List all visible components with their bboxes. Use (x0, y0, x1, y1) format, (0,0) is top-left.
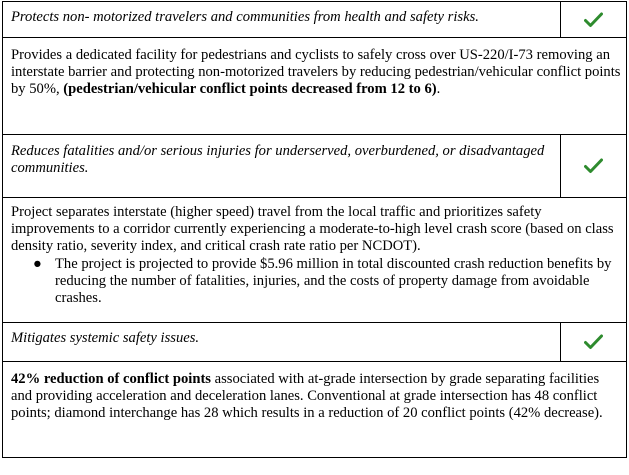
criterion-row (3, 135, 627, 198)
criterion-text: Protects non- motorized travelers and communities from health and safety risks. (11, 9, 479, 25)
criterion-cell (3, 2, 561, 38)
description-bold: 42% reduction of conflict points (11, 371, 211, 387)
description-cell (3, 362, 627, 458)
criterion-row (3, 2, 627, 38)
description-text: Provides a dedicated facility for pedestrians and cyclists to safely cross over US-220/I-73 removing an interstate barrier and protecting non-motorized travelers by reducing pedestrian/vehicular conflict points by 50%, (11, 47, 621, 98)
description-row (3, 362, 627, 458)
description-text: associated with at-grade intersection by grade separating facilities and providing acceleration and deceleration lanes. Conventional at grade intersection has 48 conflict points; diamond interchange has 28 which results in a reduction of 20 conflict points (42% decrease). (11, 371, 603, 422)
criterion-text: Mitigates systemic safety issues. (11, 330, 200, 346)
criterion-cell (3, 323, 561, 362)
checkmark-icon (584, 334, 603, 350)
description-cell (3, 38, 627, 135)
bullet-icon: ● (33, 255, 42, 272)
bullet-list (11, 256, 622, 308)
safety-criteria-table (2, 1, 627, 458)
list-item (33, 255, 622, 308)
description-after: . (436, 81, 441, 98)
criterion-text: Reduces fatalities and/or serious injuries for underserved, overburdened, or disadvantaged communities. (11, 143, 545, 177)
check-cell (561, 323, 627, 362)
check-cell (561, 2, 627, 38)
criterion-row (3, 323, 627, 362)
checkmark-icon (584, 158, 603, 174)
criterion-cell (3, 135, 561, 198)
bullet-text: The project is projected to provide $5.96 million in total discounted crash reduction benefits by reducing the number of fatalities, injuries, and the costs of property damage from avoidable crashes. (55, 255, 612, 307)
description-row (3, 38, 627, 135)
description-bold: (pedestrian/vehicular conflict points decreased from 12 to 6) (63, 81, 437, 98)
checkmark-icon (584, 12, 603, 28)
description-text: Project separates interstate (higher speed) travel from the local traffic and prioritizes safety improvements to a corridor currently experiencing a moderate-to-high level crash score (based on class density ratio, severity index, and critical crash rate ratio per NCDOT). (11, 204, 614, 255)
description-row (3, 198, 627, 323)
check-cell (561, 135, 627, 198)
description-cell (3, 198, 627, 323)
